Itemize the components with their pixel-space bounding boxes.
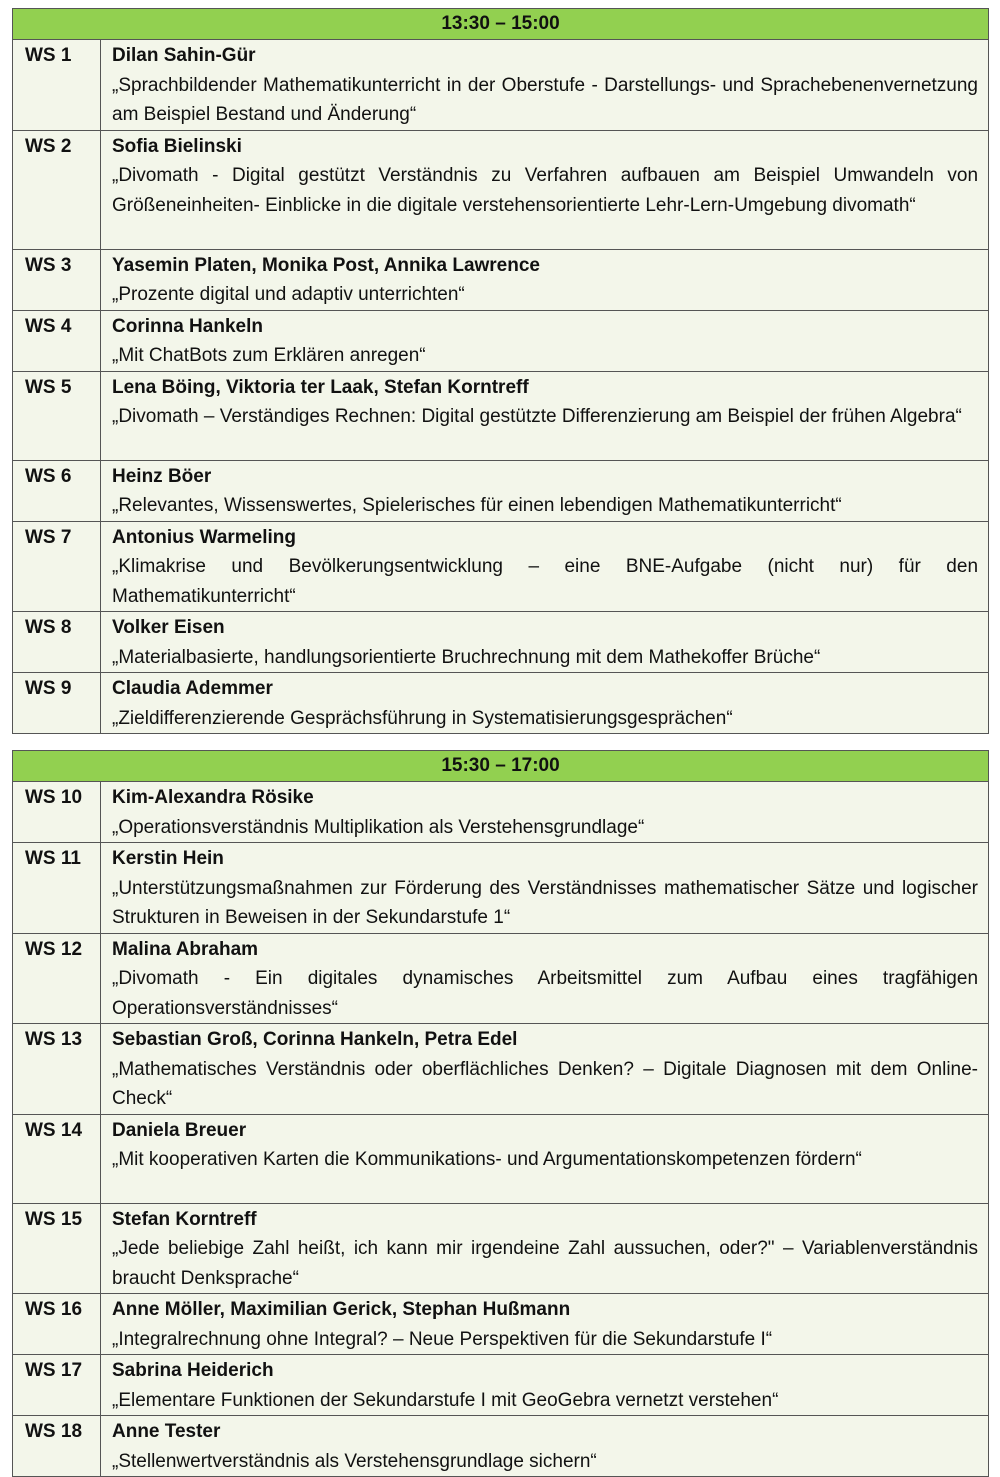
workshop-speakers: Daniela Breuer [112, 1119, 247, 1141]
workshop-speakers: Heinz Böer [112, 465, 212, 487]
workshop-content [101, 782, 989, 843]
workshop-title: „Jede beliebige Zahl heißt, ich kann mir irgendeine Zahl aussuchen, oder?" – Variablenverständnis braucht Denksprache“ [112, 1238, 979, 1289]
workshop-content [101, 843, 989, 934]
workshop-row [13, 460, 989, 521]
workshop-row [13, 782, 989, 843]
workshop-content [101, 249, 989, 310]
workshop-content [101, 130, 989, 249]
workshop-row [13, 371, 989, 460]
workshop-title: „Operationsverständnis Multiplikation als Verstehensgrundlage“ [112, 816, 645, 838]
workshop-content [101, 1416, 989, 1477]
workshop-content [101, 310, 989, 371]
workshop-title: „Mit kooperativen Karten die Kommunikations- und Argumentationskompetenzen fördern“ [112, 1149, 862, 1170]
workshop-row [13, 1294, 989, 1355]
workshop-id: WS 1 [13, 40, 101, 131]
workshop-title: „Relevantes, Wissenswertes, Spielerisches für einen lebendigen Mathematikunterricht“ [112, 495, 842, 516]
workshop-speakers: Malina Abraham [112, 938, 259, 960]
workshop-speakers: Sebastian Groß, Corinna Hankeln, Petra Edel [112, 1029, 518, 1050]
workshop-row [13, 933, 989, 1024]
workshop-row [13, 40, 989, 131]
workshop-title: „Klimakrise und Bevölkerungsentwicklung – eine BNE-Aufgabe (nicht nur) für den Mathematikunterricht“ [112, 556, 979, 607]
workshop-speakers: Kerstin Hein [112, 848, 224, 869]
session-table-1 [12, 8, 989, 734]
workshop-title: „Mathematisches Verständnis oder oberflächliches Denken? – Digitale Diagnosen mit dem Online-Check“ [112, 1058, 979, 1109]
workshop-id: WS 12 [13, 933, 101, 1024]
workshop-id: WS 13 [13, 1024, 101, 1115]
workshop-speakers: Dilan Sahin-Gür [112, 45, 256, 66]
workshop-content [101, 1294, 989, 1355]
workshop-title: „Materialbasierte, handlungsorientierte Bruchrechnung mit dem Mathekoffer Brüche“ [112, 646, 821, 668]
workshop-row [13, 310, 989, 371]
workshop-row [13, 249, 989, 310]
workshop-id: WS 15 [13, 1203, 101, 1294]
workshop-speakers: Stefan Korntreff [112, 1208, 257, 1230]
workshop-title: „Integralrechnung ohne Integral? – Neue Perspektiven für die Sekundarstufe I“ [112, 1328, 773, 1350]
workshop-id: WS 18 [13, 1416, 101, 1477]
workshop-row [13, 673, 989, 734]
workshop-title: „Elementare Funktionen der Sekundarstufe I mit GeoGebra vernetzt verstehen“ [112, 1389, 779, 1411]
workshop-speakers: Volker Eisen [112, 617, 225, 638]
workshop-content [101, 521, 989, 612]
workshop-title: „Divomath - Ein digitales dynamisches Arbeitsmittel zum Aufbau eines tragfähigen Operationsverständnisses“ [112, 968, 979, 1019]
workshop-id: WS 10 [13, 782, 101, 843]
workshop-speakers: Sabrina Heiderich [112, 1360, 274, 1381]
workshop-row [13, 521, 989, 612]
workshop-speakers: Corinna Hankeln [112, 315, 263, 337]
workshop-speakers: Lena Böing, Viktoria ter Laak, Stefan Korntreff [112, 376, 529, 398]
workshop-content [101, 933, 989, 1024]
workshop-content [101, 40, 989, 131]
workshop-speakers: Sofia Bielinski [112, 135, 242, 157]
session-time: 13:30 – 15:00 [13, 9, 989, 40]
workshop-row [13, 1024, 989, 1115]
workshop-row [13, 1114, 989, 1203]
workshop-content [101, 1024, 989, 1115]
workshop-content [101, 1114, 989, 1203]
workshop-title: „Sprachbildender Mathematikunterricht in der Oberstufe - Darstellungs- und Sprachebenenvernetzung am Beispiel Bestand und Änderung“ [112, 74, 979, 125]
workshop-content [101, 673, 989, 734]
workshop-content [101, 1355, 989, 1416]
workshop-id: WS 9 [13, 673, 101, 734]
workshop-title: „Prozente digital und adaptiv unterrichten“ [112, 284, 465, 305]
workshop-row [13, 612, 989, 673]
workshop-id: WS 11 [13, 843, 101, 934]
workshop-title: „Mit ChatBots zum Erklären anregen“ [112, 345, 426, 366]
session-header-row [13, 751, 989, 782]
workshop-title: „Stellenwertverständnis als Verstehensgrundlage sichern“ [112, 1450, 597, 1472]
workshop-row [13, 1416, 989, 1477]
session-table-2 [12, 750, 989, 1477]
workshop-id: WS 6 [13, 460, 101, 521]
workshop-title: „Zieldifferenzierende Gesprächsführung in Systematisierungsgesprächen“ [112, 707, 733, 729]
workshop-row [13, 130, 989, 249]
workshop-speakers: Yasemin Platen, Monika Post, Annika Lawrence [112, 254, 540, 276]
workshop-id: WS 16 [13, 1294, 101, 1355]
workshop-title: „Divomath – Verständiges Rechnen: Digital gestützte Differenzierung am Beispiel der frühen Algebra“ [112, 406, 962, 427]
workshop-row [13, 843, 989, 934]
workshop-speakers: Kim-Alexandra Rösike [112, 787, 314, 808]
workshop-title: „Divomath - Digital gestützt Verständnis zu Verfahren aufbauen am Beispiel Umwandeln von Größeneinheiten- Einblicke in die digitale verstehensorientierte Lehr-Lern-Umgebung divomath“ [112, 165, 979, 216]
workshop-id: WS 3 [13, 249, 101, 310]
workshop-speakers: Antonius Warmeling [112, 526, 297, 548]
session-time: 15:30 – 17:00 [13, 751, 989, 782]
workshop-row [13, 1203, 989, 1294]
session-header-row [13, 9, 989, 40]
workshop-id: WS 7 [13, 521, 101, 612]
workshop-title: „Unterstützungsmaßnahmen zur Förderung des Verständnisses mathematischer Sätze und logischer Strukturen in Beweisen in der Sekundarstufe 1“ [112, 877, 979, 928]
workshop-id: WS 8 [13, 612, 101, 673]
workshop-id: WS 17 [13, 1355, 101, 1416]
workshop-id: WS 4 [13, 310, 101, 371]
workshop-speakers: Claudia Ademmer [112, 678, 273, 699]
workshop-speakers: Anne Möller, Maximilian Gerick, Stephan Hußmann [112, 1299, 571, 1320]
workshop-content [101, 1203, 989, 1294]
workshop-row [13, 1355, 989, 1416]
workshop-content [101, 612, 989, 673]
workshop-id: WS 14 [13, 1114, 101, 1203]
workshop-speakers: Anne Tester [112, 1421, 221, 1442]
workshop-id: WS 5 [13, 371, 101, 460]
workshop-content [101, 371, 989, 460]
workshop-id: WS 2 [13, 130, 101, 249]
workshop-content [101, 460, 989, 521]
